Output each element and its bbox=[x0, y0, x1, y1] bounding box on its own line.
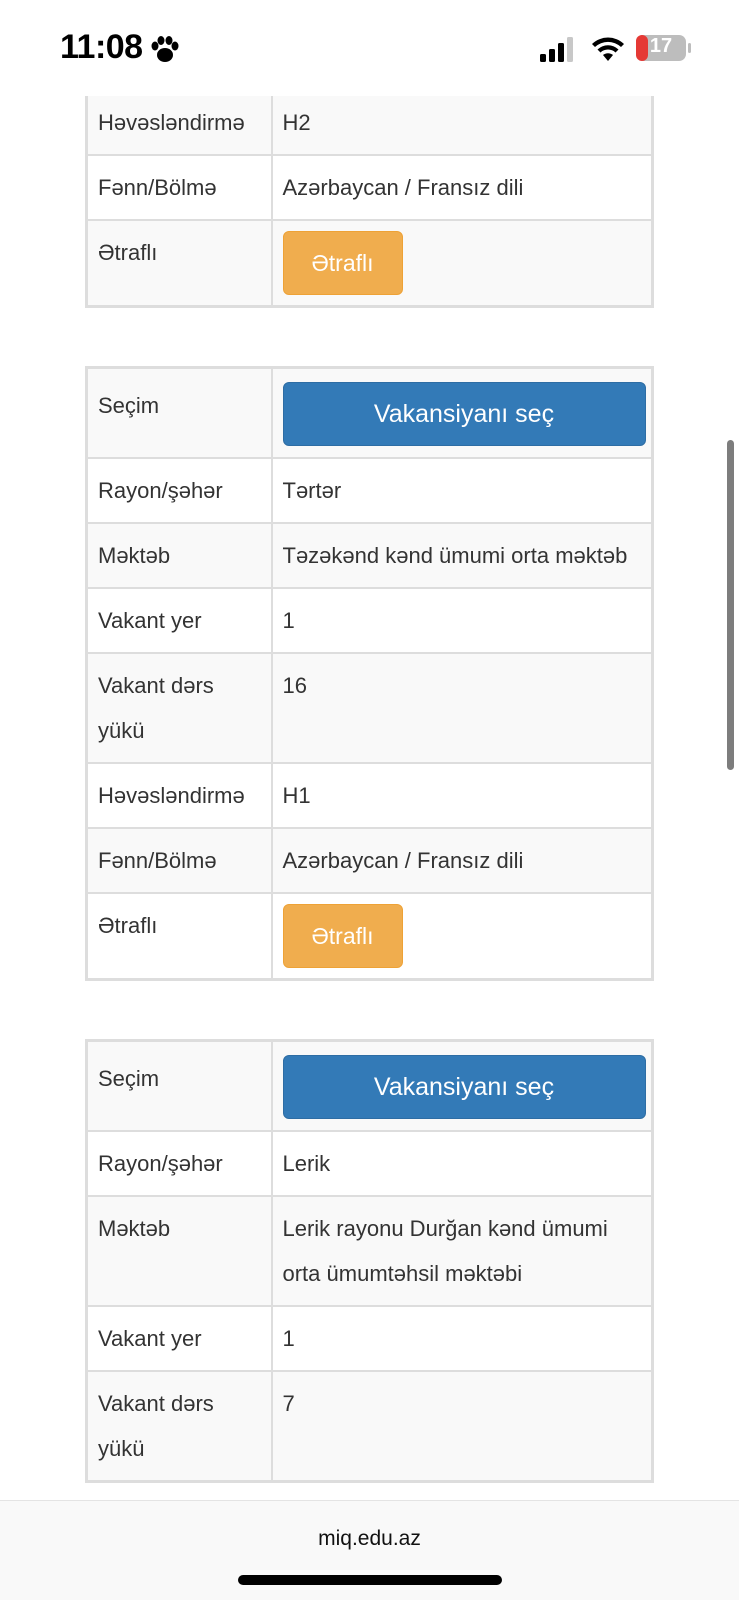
selection-label: Seçim bbox=[87, 1041, 272, 1132]
table-row bbox=[87, 588, 653, 653]
vacant-load-label: Vakant dərs yükü bbox=[87, 1371, 272, 1482]
status-time: 11:08 bbox=[60, 28, 143, 66]
subject-label: Fənn/Bölmə bbox=[87, 828, 272, 893]
vacant-load-label: Vakant dərs yükü bbox=[87, 653, 272, 763]
selection-cell bbox=[272, 368, 653, 459]
details-label: Ətraflı bbox=[87, 220, 272, 307]
subject-value: Azərbaycan / Fransız dili bbox=[272, 828, 653, 893]
table-row bbox=[87, 1131, 653, 1196]
table-row bbox=[87, 523, 653, 588]
region-value: Lerik bbox=[272, 1131, 653, 1196]
select-vacancy-button[interactable]: Vakansiyanı seç bbox=[283, 1055, 646, 1119]
subject-value: Azərbaycan / Fransız dili bbox=[272, 155, 653, 220]
vacant-load-value: 16 bbox=[272, 653, 653, 763]
incentive-label: Həvəsləndirmə bbox=[87, 90, 272, 156]
vacancy-table bbox=[85, 88, 654, 308]
school-label: Məktəb bbox=[87, 1196, 272, 1306]
incentive-label: Həvəsləndirmə bbox=[87, 763, 272, 828]
details-cell bbox=[272, 893, 653, 980]
subject-label: Fənn/Bölmə bbox=[87, 155, 272, 220]
selection-cell bbox=[272, 1041, 653, 1132]
details-cell bbox=[272, 220, 653, 307]
table-row bbox=[87, 653, 653, 763]
school-label: Məktəb bbox=[87, 523, 272, 588]
table-row bbox=[87, 155, 653, 220]
table-row bbox=[87, 893, 653, 980]
cellular-signal-icon bbox=[540, 36, 580, 62]
school-value: Lerik rayonu Durğan kənd ümumi orta ümumtəhsil məktəbi bbox=[272, 1196, 653, 1306]
region-label: Rayon/şəhər bbox=[87, 1131, 272, 1196]
browser-bottom-bar bbox=[0, 1500, 739, 1600]
status-bar bbox=[0, 0, 739, 96]
home-indicator[interactable] bbox=[238, 1575, 502, 1585]
scrollbar-thumb[interactable] bbox=[727, 440, 734, 770]
vacant-load-value: 7 bbox=[272, 1371, 653, 1482]
region-label: Rayon/şəhər bbox=[87, 458, 272, 523]
table-row bbox=[87, 1041, 653, 1132]
table-row bbox=[87, 220, 653, 307]
vacant-places-value: 1 bbox=[272, 1306, 653, 1371]
school-value: Təzəkənd kənd ümumi orta məktəb bbox=[272, 523, 653, 588]
vacant-places-label: Vakant yer bbox=[87, 1306, 272, 1371]
table-row bbox=[87, 1306, 653, 1371]
details-button[interactable]: Ətraflı bbox=[283, 904, 403, 968]
wifi-icon bbox=[590, 34, 626, 62]
url-address[interactable]: miq.edu.az bbox=[318, 1527, 421, 1550]
details-label: Ətraflı bbox=[87, 893, 272, 980]
table-row bbox=[87, 90, 653, 156]
vacancy-table bbox=[85, 366, 654, 981]
vacant-places-label: Vakant yer bbox=[87, 588, 272, 653]
paw-icon bbox=[150, 36, 180, 64]
table-row bbox=[87, 458, 653, 523]
incentive-value: H1 bbox=[272, 763, 653, 828]
select-vacancy-button[interactable]: Vakansiyanı seç bbox=[283, 382, 646, 446]
region-value: Tərtər bbox=[272, 458, 653, 523]
table-row bbox=[87, 763, 653, 828]
selection-label: Seçim bbox=[87, 368, 272, 459]
vacancy-table bbox=[85, 1039, 654, 1483]
table-row bbox=[87, 828, 653, 893]
vacant-places-value: 1 bbox=[272, 588, 653, 653]
table-row bbox=[87, 1196, 653, 1306]
table-row bbox=[87, 368, 653, 459]
incentive-value: H2 bbox=[272, 90, 653, 156]
battery-level: 17 bbox=[649, 35, 673, 57]
details-button[interactable]: Ətraflı bbox=[283, 231, 403, 295]
table-row bbox=[87, 1371, 653, 1482]
vacancy-list bbox=[85, 88, 654, 1483]
